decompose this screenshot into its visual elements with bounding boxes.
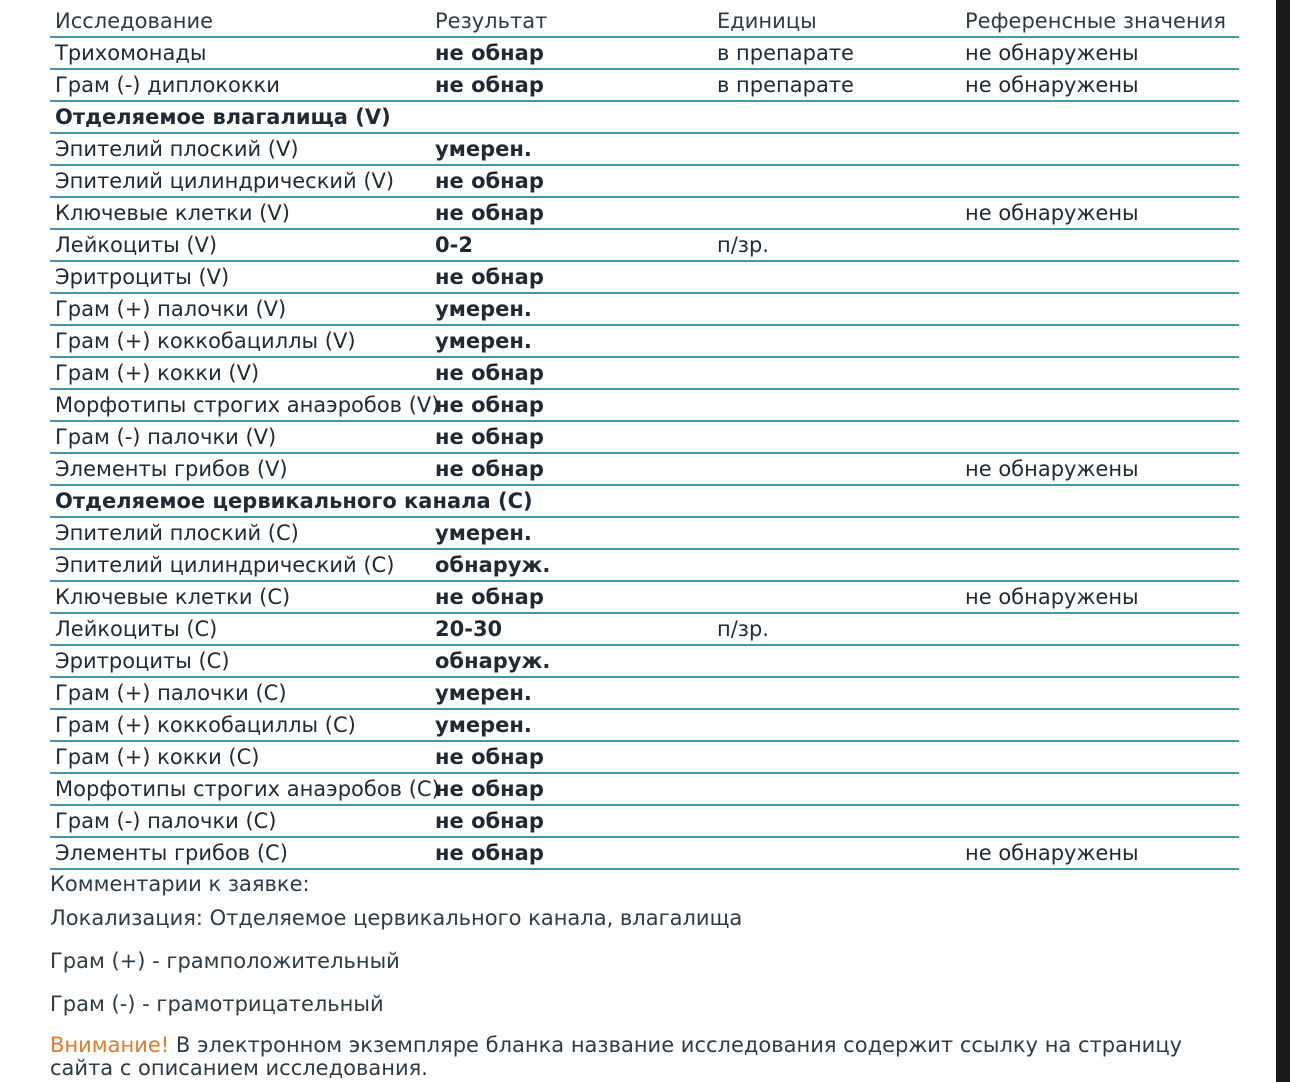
test-name[interactable]: Эритроциты (C): [55, 649, 230, 673]
table-row: [50, 742, 1239, 774]
result-value: умерен.: [435, 297, 532, 321]
table-row: [50, 134, 1239, 166]
table-body: [50, 38, 1239, 870]
column-header-test: Исследование: [55, 9, 214, 33]
result-value: не обнар: [435, 265, 544, 289]
result-value: не обнар: [435, 777, 544, 801]
section-row: [50, 102, 1239, 134]
test-name[interactable]: Грам (+) палочки (C): [55, 681, 287, 705]
table-row: [50, 518, 1239, 550]
reference-value: не обнаружены: [965, 73, 1139, 97]
result-value: не обнар: [435, 169, 544, 193]
column-header-reference: Референсные значения: [965, 9, 1226, 33]
result-value: умерен.: [435, 681, 532, 705]
table-row: [50, 166, 1239, 198]
section-row: [50, 486, 1239, 518]
result-value: не обнар: [435, 585, 544, 609]
test-name[interactable]: Элементы грибов (V): [55, 457, 288, 481]
test-name[interactable]: Ключевые клетки (V): [55, 201, 290, 225]
table-row: [50, 326, 1239, 358]
result-value: обнаруж.: [435, 553, 551, 577]
table-row: [50, 70, 1239, 102]
test-name[interactable]: Грам (-) палочки (C): [55, 809, 277, 833]
gram-negative-note: Грам (-) - грамотрицательный: [50, 992, 384, 1016]
units-value: п/зр.: [717, 617, 769, 641]
result-value: умерен.: [435, 521, 532, 545]
table-row: [50, 390, 1239, 422]
test-name[interactable]: Эпителий плоский (C): [55, 521, 299, 545]
test-name[interactable]: Ключевые клетки (C): [55, 585, 291, 609]
table-row: [50, 614, 1239, 646]
test-name[interactable]: Грам (+) палочки (V): [55, 297, 287, 321]
table-row: [50, 358, 1239, 390]
section-title: Отделяемое влагалища (V): [55, 105, 391, 129]
result-value: не обнар: [435, 745, 544, 769]
attention-text: В электронном экземпляре бланка название исследования содержит ссылку на страницу сайта с описанием исследования.: [50, 1033, 1183, 1080]
test-name[interactable]: Морфотипы строгих анаэробов (C): [55, 777, 440, 801]
test-name[interactable]: Грам (-) диплококки: [55, 73, 280, 97]
reference-value: не обнаружены: [965, 585, 1139, 609]
table-row: [50, 294, 1239, 326]
column-header-result: Результат: [435, 9, 548, 33]
result-value: 20-30: [435, 617, 503, 641]
reference-value: не обнаружены: [965, 841, 1139, 865]
units-value: в препарате: [717, 41, 854, 65]
test-name[interactable]: Грам (-) палочки (V): [55, 425, 277, 449]
result-value: 0-2: [435, 233, 473, 257]
result-value: не обнар: [435, 201, 544, 225]
table-row: [50, 262, 1239, 294]
localization-note: Локализация: Отделяемое цервикального канала, влагалища: [50, 906, 743, 930]
units-value: п/зр.: [717, 233, 769, 257]
test-name[interactable]: Эпителий цилиндрический (C): [55, 553, 395, 577]
test-name[interactable]: Лейкоциты (V): [55, 233, 218, 257]
result-value: обнаруж.: [435, 649, 551, 673]
table-row: [50, 710, 1239, 742]
comments-label: Комментарии к заявке:: [50, 872, 310, 896]
table-header: [50, 6, 1239, 38]
result-value: не обнар: [435, 809, 544, 833]
table-row: [50, 678, 1239, 710]
result-value: не обнар: [435, 841, 544, 865]
result-value: не обнар: [435, 425, 544, 449]
table-row: [50, 198, 1239, 230]
units-value: в препарате: [717, 73, 854, 97]
table-row: [50, 806, 1239, 838]
result-value: не обнар: [435, 41, 544, 65]
test-name[interactable]: Грам (+) кокки (V): [55, 361, 260, 385]
test-name[interactable]: Трихомонады: [55, 41, 207, 65]
attention-label: Внимание!: [50, 1033, 170, 1057]
reference-value: не обнаружены: [965, 201, 1139, 225]
results-table: [50, 6, 1239, 870]
test-name[interactable]: Элементы грибов (C): [55, 841, 288, 865]
table-row: [50, 582, 1239, 614]
test-name[interactable]: Морфотипы строгих анаэробов (V): [55, 393, 440, 417]
test-name[interactable]: Эпителий цилиндрический (V): [55, 169, 395, 193]
test-name[interactable]: Эритроциты (V): [55, 265, 230, 289]
reference-value: не обнаружены: [965, 457, 1139, 481]
test-name[interactable]: Грам (+) коккобациллы (C): [55, 713, 356, 737]
result-value: умерен.: [435, 713, 532, 737]
result-value: не обнар: [435, 73, 544, 97]
section-title: Отделяемое цервикального канала (C): [55, 489, 533, 513]
result-value: не обнар: [435, 361, 544, 385]
table-row: [50, 774, 1239, 806]
test-name[interactable]: Эпителий плоский (V): [55, 137, 299, 161]
window-edge: [1276, 0, 1290, 1082]
table-row: [50, 454, 1239, 486]
result-value: умерен.: [435, 329, 532, 353]
gram-positive-note: Грам (+) - грамположительный: [50, 949, 400, 973]
test-name[interactable]: Грам (+) кокки (C): [55, 745, 260, 769]
result-value: не обнар: [435, 457, 544, 481]
table-row: [50, 550, 1239, 582]
result-value: умерен.: [435, 137, 532, 161]
test-name[interactable]: Грам (+) коккобациллы (V): [55, 329, 356, 353]
table-row: [50, 230, 1239, 262]
table-row: [50, 38, 1239, 70]
attention-note: [50, 1034, 1245, 1080]
column-header-units: Единицы: [717, 9, 817, 33]
table-row: [50, 646, 1239, 678]
table-row: [50, 422, 1239, 454]
table-row: [50, 838, 1239, 870]
test-name[interactable]: Лейкоциты (C): [55, 617, 218, 641]
result-value: не обнар: [435, 393, 544, 417]
reference-value: не обнаружены: [965, 41, 1139, 65]
